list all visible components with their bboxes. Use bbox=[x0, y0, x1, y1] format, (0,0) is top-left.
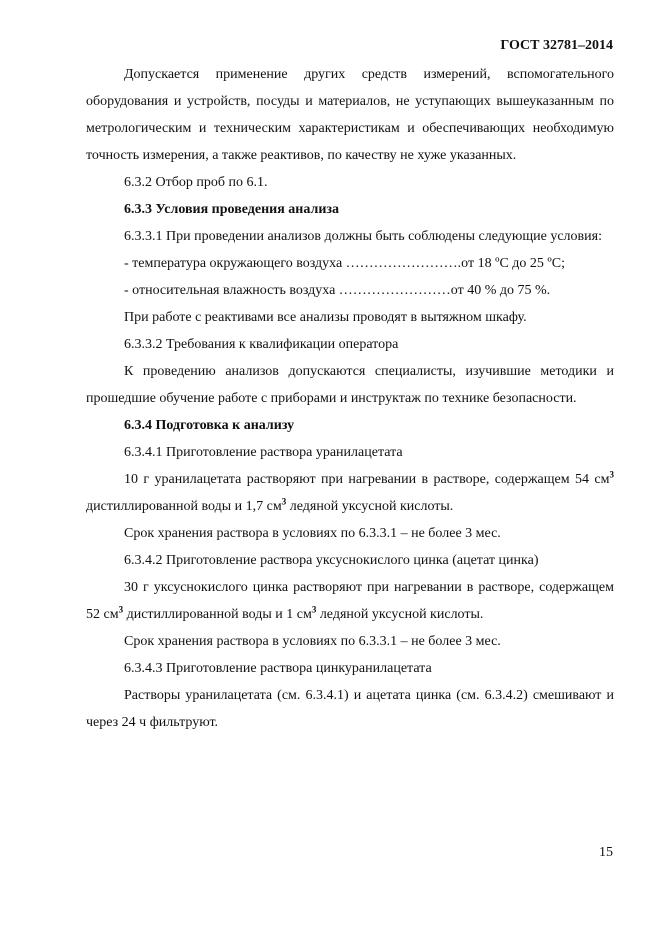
text-fragment: дистиллированной воды и 1 см bbox=[123, 607, 312, 622]
paragraph-6-3-3-1: 6.3.3.1 При проведении анализов должны быть соблюдены следующие условия: bbox=[124, 229, 602, 244]
paragraph-6-3-4-3: 6.3.4.3 Приготовление раствора цинкуранилацетата bbox=[124, 661, 432, 676]
text-fragment: ледяной уксусной кислоты. bbox=[286, 499, 454, 514]
paragraph-6-3-4-2: 6.3.4.2 Приготовление раствора уксуснокислого цинка (ацетат цинка) bbox=[124, 553, 539, 568]
paragraph-zinc-acetate-prep bbox=[86, 574, 614, 628]
superscript: 3 bbox=[281, 496, 287, 507]
paragraph-storage-2: Срок хранения раствора в условиях по 6.3.3.1 – не более 3 мес. bbox=[124, 634, 501, 649]
paragraph-operator-admission: К проведению анализов допускаются специалисты, изучившие методики и прошедшие обучение работе с приборами и инструктаж по технике безопасности. bbox=[86, 364, 614, 406]
condition-humidity: - относительная влажность воздуха ……………………от 40 % до 75 %. bbox=[124, 283, 551, 298]
paragraph-uranyl-acetate-prep bbox=[86, 466, 614, 520]
superscript: 3 bbox=[609, 469, 614, 480]
text-fragment: 30 г уксуснокислого цинка растворяют при нагревании в растворе, содержащем 52 см bbox=[86, 580, 614, 622]
paragraph-fume-hood: При работе с реактивами все анализы проводят в вытяжном шкафу. bbox=[124, 310, 527, 325]
paragraph-mixing: Растворы уранилацетата (см. 6.3.4.1) и ацетата цинка (см. 6.3.4.2) смешивают и через 24 ч фильтруют. bbox=[86, 688, 614, 730]
paragraph-6-3-3-2: 6.3.3.2 Требования к квалификации оператора bbox=[124, 337, 399, 352]
text-fragment: ледяной уксусной кислоты. bbox=[316, 607, 484, 622]
page-number: 15 bbox=[599, 845, 613, 860]
document-header: ГОСТ 32781–2014 bbox=[500, 38, 613, 53]
paragraph-sampling: 6.3.2 Отбор проб по 6.1. bbox=[124, 175, 268, 190]
superscript: 3 bbox=[311, 604, 317, 615]
document-body bbox=[86, 61, 614, 736]
paragraph-6-3-4-1: 6.3.4.1 Приготовление раствора уранилацетата bbox=[124, 445, 403, 460]
superscript: 3 bbox=[118, 604, 124, 615]
heading-6-3-4: 6.3.4 Подготовка к анализу bbox=[124, 418, 295, 433]
text-fragment: дистиллированной воды и 1,7 см bbox=[86, 499, 282, 514]
heading-6-3-3: 6.3.3 Условия проведения анализа bbox=[124, 202, 340, 217]
condition-temperature: - температура окружающего воздуха …………………….от 18 ºС до 25 ºС; bbox=[124, 256, 565, 271]
paragraph-storage-1: Срок хранения раствора в условиях по 6.3.3.1 – не более 3 мес. bbox=[124, 526, 501, 541]
paragraph-equipment: Допускается применение других средств измерений, вспомогательного оборудования и устройств, посуды и материалов, не уступающих вышеуказанным по метрологическим и техническим характеристикам и обеспечивающих необходимую точность измерения, а также реактивов, по качеству не хуже указанных. bbox=[86, 67, 614, 163]
text-fragment: 10 г уранилацетата растворяют при нагревании в растворе, содержащем 54 см bbox=[124, 472, 610, 487]
